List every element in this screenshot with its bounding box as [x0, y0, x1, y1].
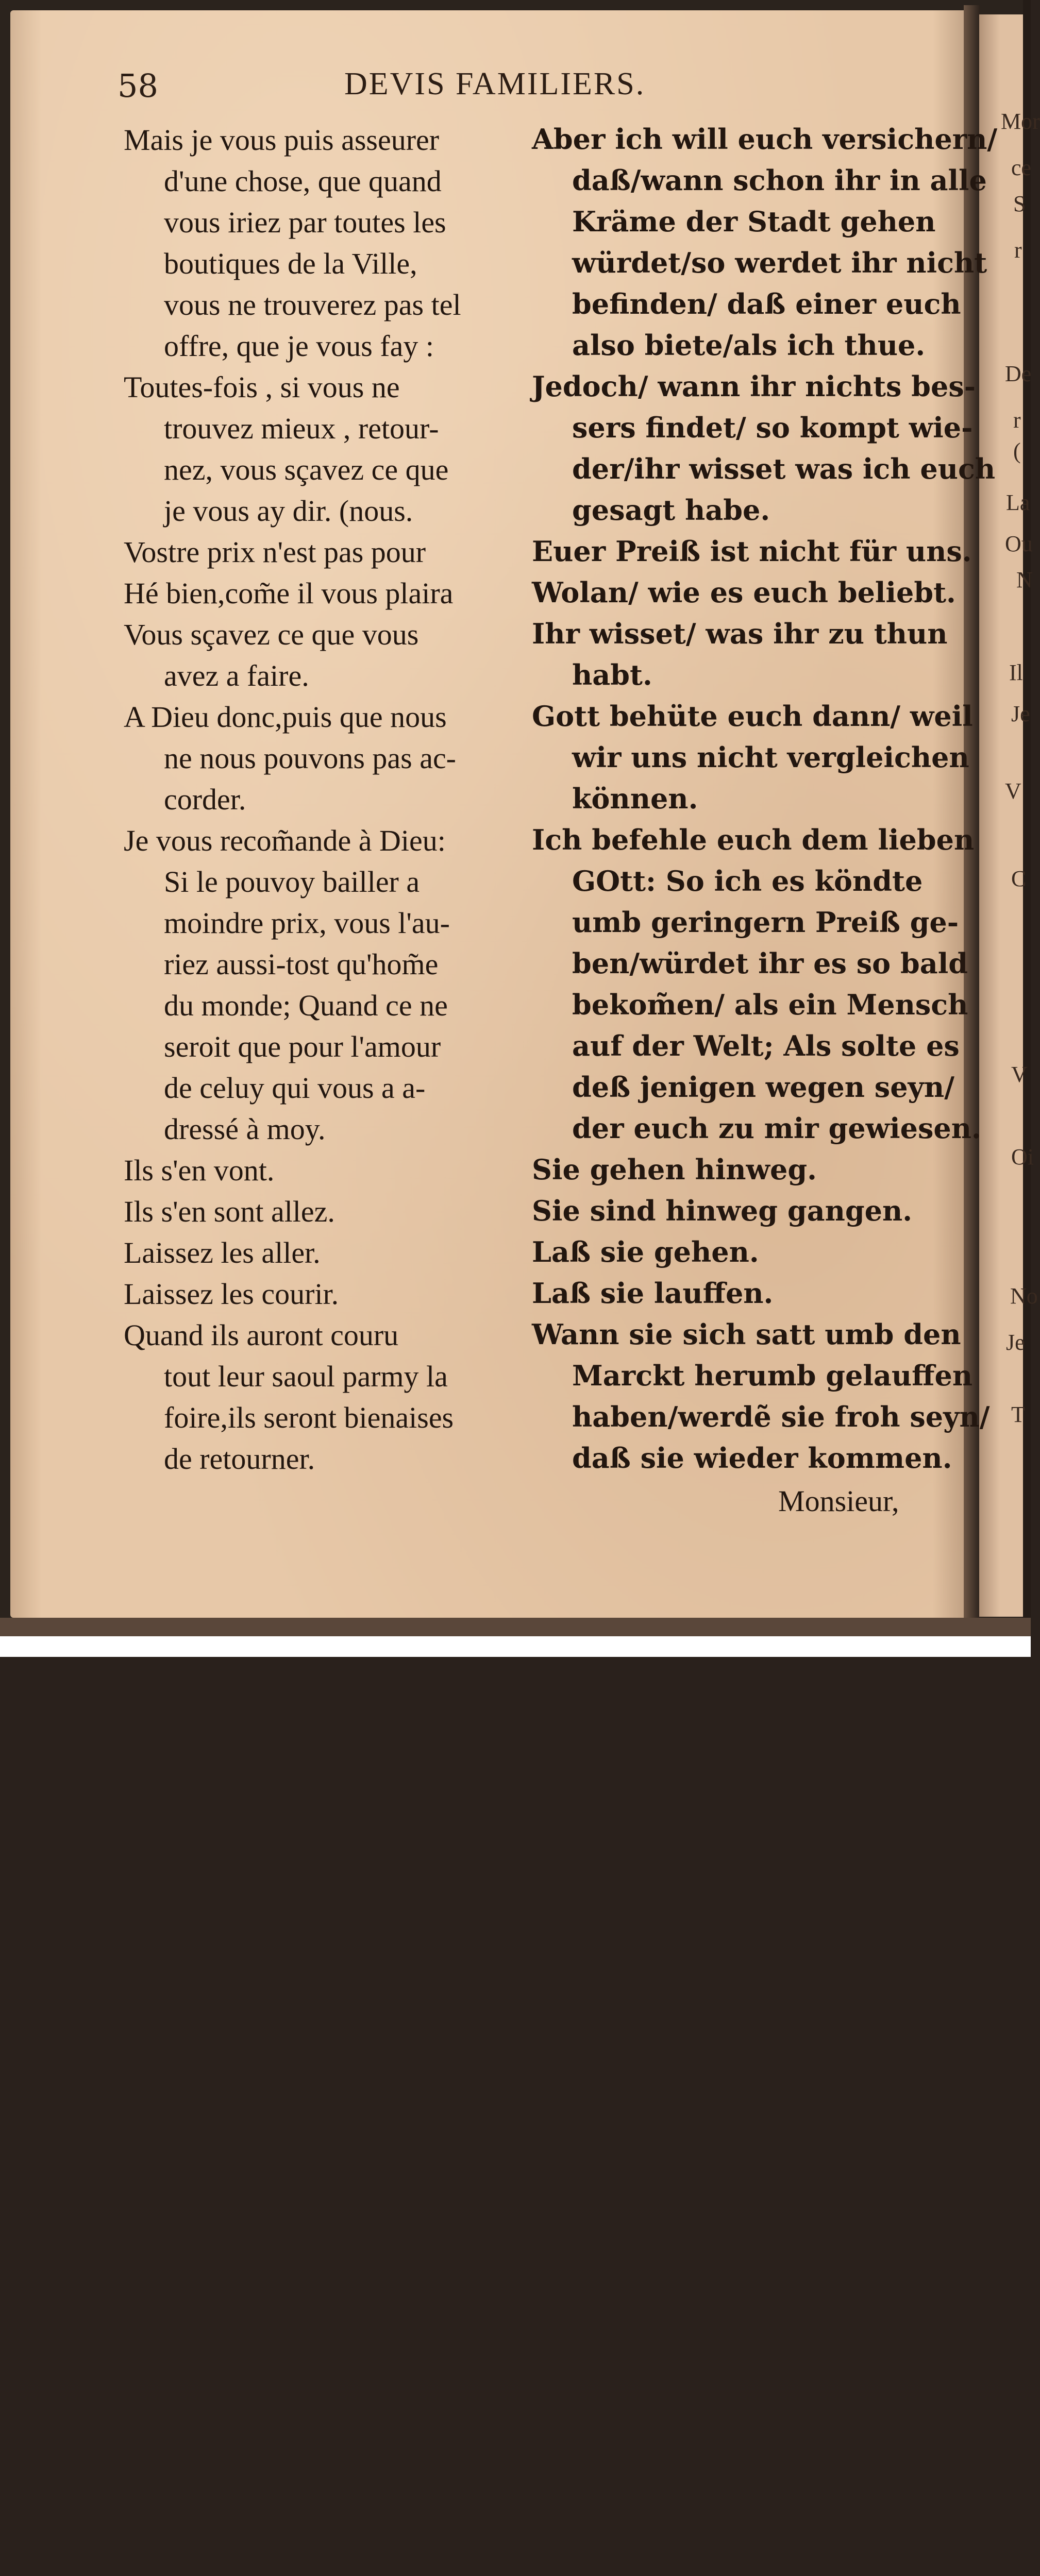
german-line: daß/wann schon ihr in alle — [572, 164, 987, 197]
french-line: Laissez les aller. — [124, 1236, 321, 1269]
french-line: Hé bien,com̃e il vous plaira — [124, 577, 454, 610]
german-line: Wolan/ wie es euch beliebt. — [532, 576, 956, 609]
french-line: foire,ils seront bienaises — [164, 1401, 454, 1434]
german-line: also biete/als ich thue. — [572, 329, 926, 362]
french-line: Vous sçavez ce que vous — [124, 618, 419, 651]
german-line: daß sie wieder kommen. — [572, 1442, 952, 1475]
german-line: Sie gehen hinweg. — [532, 1153, 817, 1186]
french-line: ne nous pouvons pas ac- — [164, 741, 457, 775]
german-line: Laß sie lauffen. — [532, 1277, 774, 1310]
french-line: offre, que je vous fay : — [164, 329, 434, 363]
next-page-fragment: Ou — [1005, 531, 1033, 556]
french-line: Mais je vous puis asseurer — [124, 123, 440, 157]
german-line: der euch zu mir gewiesen. — [572, 1112, 981, 1145]
french-line: du monde; Quand ce ne — [164, 989, 448, 1022]
german-line: deß jenigen wegen seyn/ — [572, 1071, 954, 1104]
next-page-fragment: Je — [1011, 701, 1030, 726]
german-line: würdet/so werdet ihr nicht — [572, 246, 987, 279]
french-line: de celuy qui vous a a- — [164, 1071, 426, 1105]
german-line: Jedoch/ wann ihr nichts bes- — [532, 370, 976, 403]
next-page-fragment: De — [1005, 361, 1032, 386]
french-line: trouvez mieux , retour- — [164, 412, 439, 445]
german-line: befinden/ daß einer euch — [572, 287, 961, 320]
german-line: Wann sie sich satt umb den — [532, 1318, 961, 1351]
german-line: der/ihr wisset was ich euch — [572, 452, 996, 485]
french-line: Ils s'en sont allez. — [124, 1195, 335, 1228]
french-line: Ils s'en vont. — [124, 1154, 275, 1187]
german-line: ben/würdet ihr es so bald — [572, 947, 968, 980]
german-line: auf der Welt; Als solte es — [572, 1029, 960, 1062]
german-line: habt. — [572, 658, 652, 691]
french-line: Si le pouvoy bailler a — [164, 865, 420, 899]
german-line: umb geringern Preiß ge- — [572, 906, 959, 939]
german-line: Aber ich will euch versichern/ — [532, 123, 998, 156]
french-line: avez a faire. — [164, 659, 309, 692]
next-page-fragment: Je — [1006, 1330, 1025, 1355]
french-line: seroit que pour l'amour — [164, 1030, 441, 1063]
next-page-fragment: Oi — [1011, 1144, 1034, 1170]
german-line: GOtt: So ich es köndte — [572, 865, 923, 897]
french-line: Toutes-fois , si vous ne — [124, 370, 400, 404]
next-page-fragment: S — [1013, 191, 1026, 216]
german-line: Marckt herumb gelauffen — [572, 1359, 973, 1392]
french-line: dressé à moy. — [164, 1112, 326, 1146]
german-line: Kräme der Stadt gehen — [572, 205, 936, 238]
running-title: DEVIS FAMILIERS. — [344, 66, 646, 101]
next-page-fragment: r — [1013, 408, 1021, 433]
next-page-fragment: ( — [1013, 438, 1021, 464]
german-line: haben/werdẽ sie froh seyn/ — [572, 1400, 990, 1433]
next-page-fragment: No — [1010, 1283, 1038, 1309]
next-page-fragment: r — [1014, 238, 1022, 263]
next-page-fragment: N — [1016, 567, 1033, 592]
german-line: Laß sie gehen. — [532, 1235, 759, 1268]
next-page-fragment: ce — [1011, 155, 1032, 180]
french-line: vous iriez par toutes les — [164, 206, 446, 239]
german-line: können. — [572, 782, 698, 815]
next-page-fragment: T — [1011, 1402, 1025, 1427]
french-line: riez aussi-tost qu'hom̃e — [164, 947, 439, 981]
next-page-fragment: C — [1011, 866, 1027, 891]
french-line: A Dieu donc,puis que nous — [124, 700, 447, 734]
german-line: wir uns nicht vergleichen — [572, 741, 969, 774]
catchword: Monsieur, — [778, 1484, 899, 1518]
german-line: bekom̃en/ als ein Mensch — [572, 988, 968, 1021]
running-header — [0, 62, 1031, 103]
french-line: je vous ay dir. (nous. — [164, 494, 413, 528]
next-page-fragment: Mor — [1001, 109, 1040, 134]
french-line: d'une chose, que quand — [164, 164, 442, 198]
page-number: 58 — [118, 67, 158, 105]
german-line: Sie sind hinweg gangen. — [532, 1194, 913, 1227]
french-line: de retourner. — [164, 1442, 315, 1476]
footer-bar — [0, 1636, 1031, 1657]
french-line: vous ne trouverez pas tel — [164, 288, 461, 321]
french-line: boutiques de la Ville, — [164, 247, 417, 280]
page-bottom-edge — [0, 1618, 1031, 1636]
french-line: corder. — [164, 783, 246, 816]
french-line: moindre prix, vous l'au- — [164, 906, 450, 940]
next-page-fragment: Il — [1009, 660, 1023, 685]
german-line: Ihr wisset/ was ihr zu thun — [532, 617, 948, 650]
french-line: Laissez les courir. — [124, 1277, 339, 1311]
french-line: Quand ils auront couru — [124, 1318, 399, 1352]
french-line: tout leur saoul parmy la — [164, 1360, 448, 1393]
french-line: Je vous recom̃ande à Dieu: — [124, 824, 446, 857]
next-page-fragment: V — [1011, 1062, 1028, 1087]
french-line: Vostre prix n'est pas pour — [124, 535, 426, 569]
next-page-fragment: V — [1005, 778, 1021, 804]
german-line: gesagt habe. — [572, 494, 770, 527]
german-line: Euer Preiß ist nicht für uns. — [532, 535, 972, 568]
german-line: sers findet/ so kompt wie- — [572, 411, 973, 444]
german-line: Ich befehle euch dem lieben — [532, 823, 975, 856]
german-line: Gott behüte euch dann/ weil — [532, 700, 973, 733]
french-line: nez, vous sçavez ce que — [164, 453, 449, 486]
next-page-fragment: La — [1006, 490, 1030, 515]
